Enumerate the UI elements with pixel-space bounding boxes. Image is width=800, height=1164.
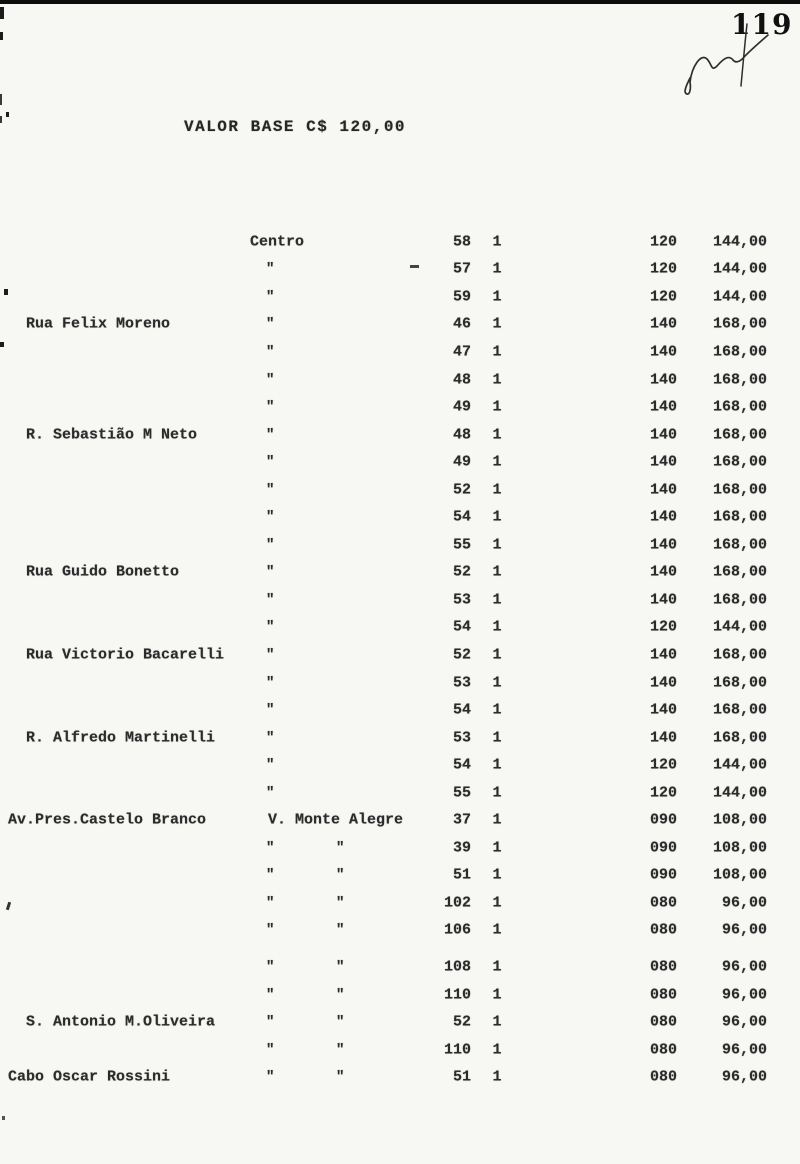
house-number: 110 bbox=[443, 986, 471, 1004]
district-ditto-mark: " bbox=[266, 399, 275, 416]
base-value: 140 bbox=[649, 563, 677, 581]
base-value: 080 bbox=[649, 1068, 677, 1086]
scan-artifact bbox=[0, 32, 3, 40]
table-row bbox=[0, 531, 800, 559]
street-name: Rua Victorio Bacarelli bbox=[26, 646, 225, 664]
total-value: 168,00 bbox=[712, 315, 767, 333]
house-number: 47 bbox=[452, 343, 471, 361]
quantity: 1 bbox=[492, 288, 502, 306]
quantity: 1 bbox=[492, 453, 502, 471]
table-row bbox=[0, 724, 800, 752]
house-number: 102 bbox=[443, 894, 471, 912]
base-value: 140 bbox=[649, 315, 677, 333]
quantity: 1 bbox=[492, 426, 502, 444]
district-ditto-mark: " bbox=[266, 894, 275, 911]
table-row bbox=[0, 981, 800, 1009]
base-value: 140 bbox=[649, 481, 677, 499]
street-name: Cabo Oscar Rossini bbox=[8, 1068, 171, 1086]
house-number: 59 bbox=[452, 288, 471, 306]
quantity: 1 bbox=[492, 784, 502, 802]
total-value: 96,00 bbox=[721, 1068, 767, 1086]
table-row bbox=[0, 641, 800, 669]
quantity: 1 bbox=[492, 958, 502, 976]
quantity: 1 bbox=[492, 811, 502, 829]
quantity: 1 bbox=[492, 618, 502, 636]
district-ditto-mark: " bbox=[266, 986, 275, 1003]
district-ditto-mark: " bbox=[266, 757, 275, 774]
table-row bbox=[0, 917, 800, 945]
district-ditto-mark: " bbox=[336, 958, 345, 975]
total-value: 168,00 bbox=[712, 343, 767, 361]
total-value: 144,00 bbox=[712, 233, 767, 251]
district-ditto-mark: " bbox=[266, 343, 275, 360]
table-row bbox=[0, 283, 800, 311]
district-ditto-mark: " bbox=[266, 536, 275, 553]
house-number: 54 bbox=[452, 756, 471, 774]
base-value: 080 bbox=[649, 986, 677, 1004]
total-value: 108,00 bbox=[712, 839, 767, 857]
total-value: 144,00 bbox=[712, 260, 767, 278]
district-ditto-mark: " bbox=[336, 894, 345, 911]
total-value: 168,00 bbox=[712, 398, 767, 416]
table-row bbox=[0, 393, 800, 421]
table-row bbox=[0, 614, 800, 642]
base-value: 140 bbox=[649, 536, 677, 554]
district-ditto-mark: " bbox=[266, 509, 275, 526]
table-row bbox=[0, 228, 800, 256]
total-value: 168,00 bbox=[712, 426, 767, 444]
page-number: 119 bbox=[731, 8, 793, 41]
house-number: 54 bbox=[452, 508, 471, 526]
base-value: 080 bbox=[649, 1041, 677, 1059]
quantity: 1 bbox=[492, 563, 502, 581]
district-name: Centro bbox=[250, 233, 305, 251]
total-value: 96,00 bbox=[721, 958, 767, 976]
handwritten-mark bbox=[680, 16, 790, 98]
base-value: 120 bbox=[649, 756, 677, 774]
quantity: 1 bbox=[492, 508, 502, 526]
house-number: 57 bbox=[452, 260, 471, 278]
quantity: 1 bbox=[492, 921, 502, 939]
base-value: 140 bbox=[649, 674, 677, 692]
table-row bbox=[0, 779, 800, 807]
scan-artifact bbox=[2, 1116, 5, 1120]
base-value: 120 bbox=[649, 784, 677, 802]
house-number: 58 bbox=[452, 233, 471, 251]
table-row bbox=[0, 696, 800, 724]
quantity: 1 bbox=[492, 233, 502, 251]
district-ditto-mark: " bbox=[266, 922, 275, 939]
quantity: 1 bbox=[492, 1068, 502, 1086]
district-ditto-mark: " bbox=[266, 1069, 275, 1086]
total-value: 168,00 bbox=[712, 563, 767, 581]
house-number: 54 bbox=[452, 618, 471, 636]
house-number: 46 bbox=[452, 315, 471, 333]
total-value: 108,00 bbox=[712, 811, 767, 829]
total-value: 168,00 bbox=[712, 481, 767, 499]
house-number: 108 bbox=[443, 958, 471, 976]
quantity: 1 bbox=[492, 481, 502, 499]
table-row bbox=[0, 1008, 800, 1036]
scan-edge-top bbox=[0, 0, 800, 4]
quantity: 1 bbox=[492, 756, 502, 774]
quantity: 1 bbox=[492, 1041, 502, 1059]
table-row bbox=[0, 834, 800, 862]
house-number: 52 bbox=[452, 481, 471, 499]
district-ditto-mark: " bbox=[336, 922, 345, 939]
table-row bbox=[0, 311, 800, 339]
table-row bbox=[0, 586, 800, 614]
street-name: S. Antonio M.Oliveira bbox=[26, 1013, 216, 1031]
district-ditto-mark: " bbox=[266, 288, 275, 305]
district-ditto-mark: " bbox=[336, 1069, 345, 1086]
table-row bbox=[0, 953, 800, 981]
document-title: VALOR BASE C$ 120,00 bbox=[184, 118, 407, 136]
district-ditto-mark: " bbox=[266, 1014, 275, 1031]
district-ditto-mark: " bbox=[266, 261, 275, 278]
total-value: 96,00 bbox=[721, 1041, 767, 1059]
base-value: 140 bbox=[649, 426, 677, 444]
house-number: 110 bbox=[443, 1041, 471, 1059]
district-ditto-mark: " bbox=[266, 646, 275, 663]
quantity: 1 bbox=[492, 343, 502, 361]
quantity: 1 bbox=[492, 646, 502, 664]
district-ditto-mark: " bbox=[266, 591, 275, 608]
base-value: 140 bbox=[649, 646, 677, 664]
house-number: 39 bbox=[452, 839, 471, 857]
base-value: 140 bbox=[649, 729, 677, 747]
table-row bbox=[0, 862, 800, 890]
total-value: 168,00 bbox=[712, 591, 767, 609]
table-row bbox=[0, 1036, 800, 1064]
street-name: Av.Pres.Castelo Branco bbox=[8, 811, 207, 829]
table-row bbox=[0, 476, 800, 504]
house-number: 55 bbox=[452, 784, 471, 802]
base-value: 120 bbox=[649, 260, 677, 278]
quantity: 1 bbox=[492, 729, 502, 747]
base-value: 140 bbox=[649, 371, 677, 388]
total-value: 144,00 bbox=[712, 784, 767, 802]
quantity: 1 bbox=[492, 1013, 502, 1031]
base-value: 120 bbox=[649, 288, 677, 306]
table-row bbox=[0, 503, 800, 531]
house-number: 49 bbox=[452, 398, 471, 416]
house-number: 37 bbox=[452, 811, 471, 829]
district-ditto-mark: " bbox=[266, 702, 275, 719]
district-ditto-mark: " bbox=[266, 867, 275, 884]
house-number: 53 bbox=[452, 729, 471, 747]
table-row bbox=[0, 366, 800, 394]
quantity: 1 bbox=[492, 371, 502, 388]
quantity: 1 bbox=[492, 315, 502, 333]
district-ditto-mark: " bbox=[266, 454, 275, 471]
quantity: 1 bbox=[492, 894, 502, 912]
valuation-table bbox=[0, 228, 800, 1091]
table-row bbox=[0, 1063, 800, 1091]
district-ditto-mark: " bbox=[336, 839, 345, 856]
total-value: 108,00 bbox=[712, 866, 767, 884]
quantity: 1 bbox=[492, 591, 502, 609]
table-row bbox=[0, 448, 800, 476]
total-value: 96,00 bbox=[721, 921, 767, 939]
table-row bbox=[0, 338, 800, 366]
district-ditto-mark: " bbox=[266, 958, 275, 975]
house-number: 106 bbox=[443, 921, 471, 939]
quantity: 1 bbox=[492, 986, 502, 1004]
total-value: 96,00 bbox=[721, 986, 767, 1004]
street-name: R. Alfredo Martinelli bbox=[26, 729, 216, 747]
district-ditto-mark: " bbox=[266, 674, 275, 691]
quantity: 1 bbox=[492, 398, 502, 416]
street-name: Rua Felix Moreno bbox=[26, 315, 171, 333]
house-number: 49 bbox=[452, 453, 471, 471]
table-row bbox=[0, 806, 800, 834]
district-ditto-mark: " bbox=[266, 784, 275, 801]
quantity: 1 bbox=[492, 260, 502, 278]
total-value: 168,00 bbox=[712, 508, 767, 526]
street-name: Rua Guido Bonetto bbox=[26, 563, 180, 581]
table-row bbox=[0, 256, 800, 284]
total-value: 168,00 bbox=[712, 729, 767, 747]
district-ditto-mark: " bbox=[266, 564, 275, 581]
district-ditto-mark: " bbox=[336, 867, 345, 884]
district-ditto-mark: " bbox=[266, 481, 275, 498]
base-value: 140 bbox=[649, 453, 677, 471]
total-value: 168,00 bbox=[712, 674, 767, 692]
table-row bbox=[0, 421, 800, 449]
total-value: 168,00 bbox=[712, 701, 767, 719]
total-value: 96,00 bbox=[721, 894, 767, 912]
total-value: 96,00 bbox=[721, 1013, 767, 1031]
district-ditto-mark: " bbox=[336, 1041, 345, 1058]
house-number: 48 bbox=[452, 426, 471, 444]
total-value: 168,00 bbox=[712, 453, 767, 471]
base-value: 120 bbox=[649, 233, 677, 251]
total-value: 144,00 bbox=[712, 618, 767, 636]
district-ditto-mark: " bbox=[266, 316, 275, 333]
house-number: 51 bbox=[452, 1068, 471, 1086]
district-ditto-mark: " bbox=[266, 839, 275, 856]
base-value: 080 bbox=[649, 894, 677, 912]
quantity: 1 bbox=[492, 701, 502, 719]
house-number: 55 bbox=[452, 536, 471, 554]
table-row bbox=[0, 669, 800, 697]
scan-artifact bbox=[0, 94, 2, 105]
house-number: 48 bbox=[452, 371, 471, 388]
total-value: 168,00 bbox=[712, 646, 767, 664]
house-number: 54 bbox=[452, 701, 471, 719]
district-ditto-mark: " bbox=[336, 1014, 345, 1031]
street-name: R. Sebastião M Neto bbox=[26, 426, 198, 444]
district-ditto-mark: " bbox=[266, 426, 275, 443]
total-value: 144,00 bbox=[712, 288, 767, 306]
base-value: 090 bbox=[649, 811, 677, 829]
house-number: 53 bbox=[452, 674, 471, 692]
district-ditto-mark: " bbox=[266, 371, 275, 388]
base-value: 090 bbox=[649, 866, 677, 884]
district-ditto-mark: " bbox=[266, 1041, 275, 1058]
house-number: 52 bbox=[452, 563, 471, 581]
total-value: 168,00 bbox=[712, 371, 767, 388]
quantity: 1 bbox=[492, 674, 502, 692]
base-value: 140 bbox=[649, 591, 677, 609]
district-ditto-mark: " bbox=[336, 986, 345, 1003]
base-value: 080 bbox=[649, 1013, 677, 1031]
base-value: 140 bbox=[649, 398, 677, 416]
scan-artifact bbox=[6, 112, 9, 117]
quantity: 1 bbox=[492, 536, 502, 554]
district-ditto-mark: " bbox=[266, 619, 275, 636]
scan-artifact bbox=[0, 7, 4, 19]
house-number: 53 bbox=[452, 591, 471, 609]
quantity: 1 bbox=[492, 839, 502, 857]
base-value: 140 bbox=[649, 701, 677, 719]
base-value: 080 bbox=[649, 958, 677, 976]
table-row bbox=[0, 889, 800, 917]
base-value: 090 bbox=[649, 839, 677, 857]
table-row bbox=[0, 559, 800, 587]
district-name: V. Monte Alegre bbox=[268, 811, 404, 829]
base-value: 140 bbox=[649, 343, 677, 361]
table-row bbox=[0, 751, 800, 779]
total-value: 144,00 bbox=[712, 756, 767, 774]
base-value: 080 bbox=[649, 921, 677, 939]
base-value: 120 bbox=[649, 618, 677, 636]
district-ditto-mark: " bbox=[266, 729, 275, 746]
house-number: 51 bbox=[452, 866, 471, 884]
house-number: 52 bbox=[452, 646, 471, 664]
quantity: 1 bbox=[492, 866, 502, 884]
total-value: 168,00 bbox=[712, 536, 767, 554]
house-number: 52 bbox=[452, 1013, 471, 1031]
scan-artifact bbox=[0, 116, 2, 123]
base-value: 140 bbox=[649, 508, 677, 526]
